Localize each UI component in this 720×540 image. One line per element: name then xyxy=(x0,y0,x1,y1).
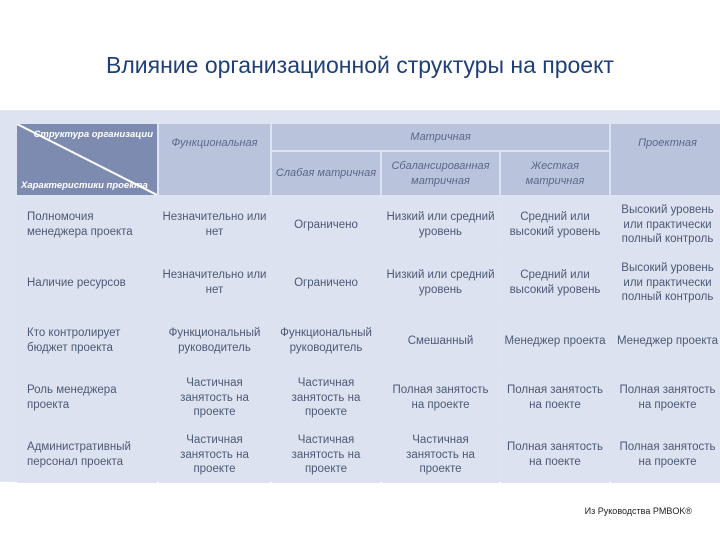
table-cell: Частичная занятость на проекте xyxy=(159,371,270,425)
table-cell: Средний или высокий уровень xyxy=(501,197,609,253)
column-header-functional: Функциональная xyxy=(159,124,270,195)
table-cell: Полная занятость на поекте xyxy=(501,371,609,425)
table-cell: Функциональный руководитель xyxy=(272,313,380,369)
comparison-table-frame xyxy=(0,110,720,482)
slide-title: Влияние организационной структуры на проект xyxy=(106,52,614,78)
table-cell: Полная занятость на проекте xyxy=(611,427,720,483)
column-header-balanced-matrix: Сбалансированная матричная xyxy=(382,152,499,195)
corner-label-characteristics: Характеристики проекта xyxy=(21,179,148,191)
table-cell: Функциональный руководитель xyxy=(159,313,270,369)
table-cell: Средний или высокий уровень xyxy=(501,255,609,311)
row-label: Наличие ресурсов xyxy=(17,255,157,311)
column-header-project: Проектная xyxy=(611,124,720,195)
table-cell: Частичная занятость на проекте xyxy=(382,427,499,483)
table-cell: Частичная занятость на проекте xyxy=(272,427,380,483)
row-label: Административный персонал проекта xyxy=(17,427,157,483)
table-cell: Смешанный xyxy=(382,313,499,369)
table-cell: Незначительно или нет xyxy=(159,255,270,311)
table-cell: Менеджер проекта xyxy=(611,313,720,369)
table-cell: Полная занятость на проекте xyxy=(382,371,499,425)
column-header-weak-matrix: Слабая матричная xyxy=(272,152,380,195)
corner-label-structure: Структура организации xyxy=(33,129,153,140)
table-cell: Менеджер проекта xyxy=(501,313,609,369)
table-cell: Низкий или средний уровень xyxy=(382,197,499,253)
column-group-matrix: Матричная xyxy=(272,124,609,150)
column-header-strong-matrix: Жесткая матричная xyxy=(501,152,609,195)
table-cell: Высокий уровень или практически полный контроль xyxy=(611,197,720,253)
row-label: Полномочия менеджера проекта xyxy=(17,197,157,253)
comparison-table xyxy=(17,124,719,476)
table-cell: Полная занятость на поекте xyxy=(501,427,609,483)
table-cell: Частичная занятость на проекте xyxy=(159,427,270,483)
table-cell: Высокий уровень или практически полный контроль xyxy=(611,255,720,311)
row-label: Кто контролирует бюджет проекта xyxy=(17,313,157,369)
row-label: Роль менеджера проекта xyxy=(17,371,157,425)
table-corner-header xyxy=(17,124,157,195)
source-note: Из Руководства PMBOK® xyxy=(584,506,692,516)
table-cell: Низкий или средний уровень xyxy=(382,255,499,311)
table-cell: Незначительно или нет xyxy=(159,197,270,253)
table-cell: Ограничено xyxy=(272,197,380,253)
table-cell: Ограничено xyxy=(272,255,380,311)
table-cell: Частичная занятость на проекте xyxy=(272,371,380,425)
table-cell: Полная занятость на проекте xyxy=(611,371,720,425)
